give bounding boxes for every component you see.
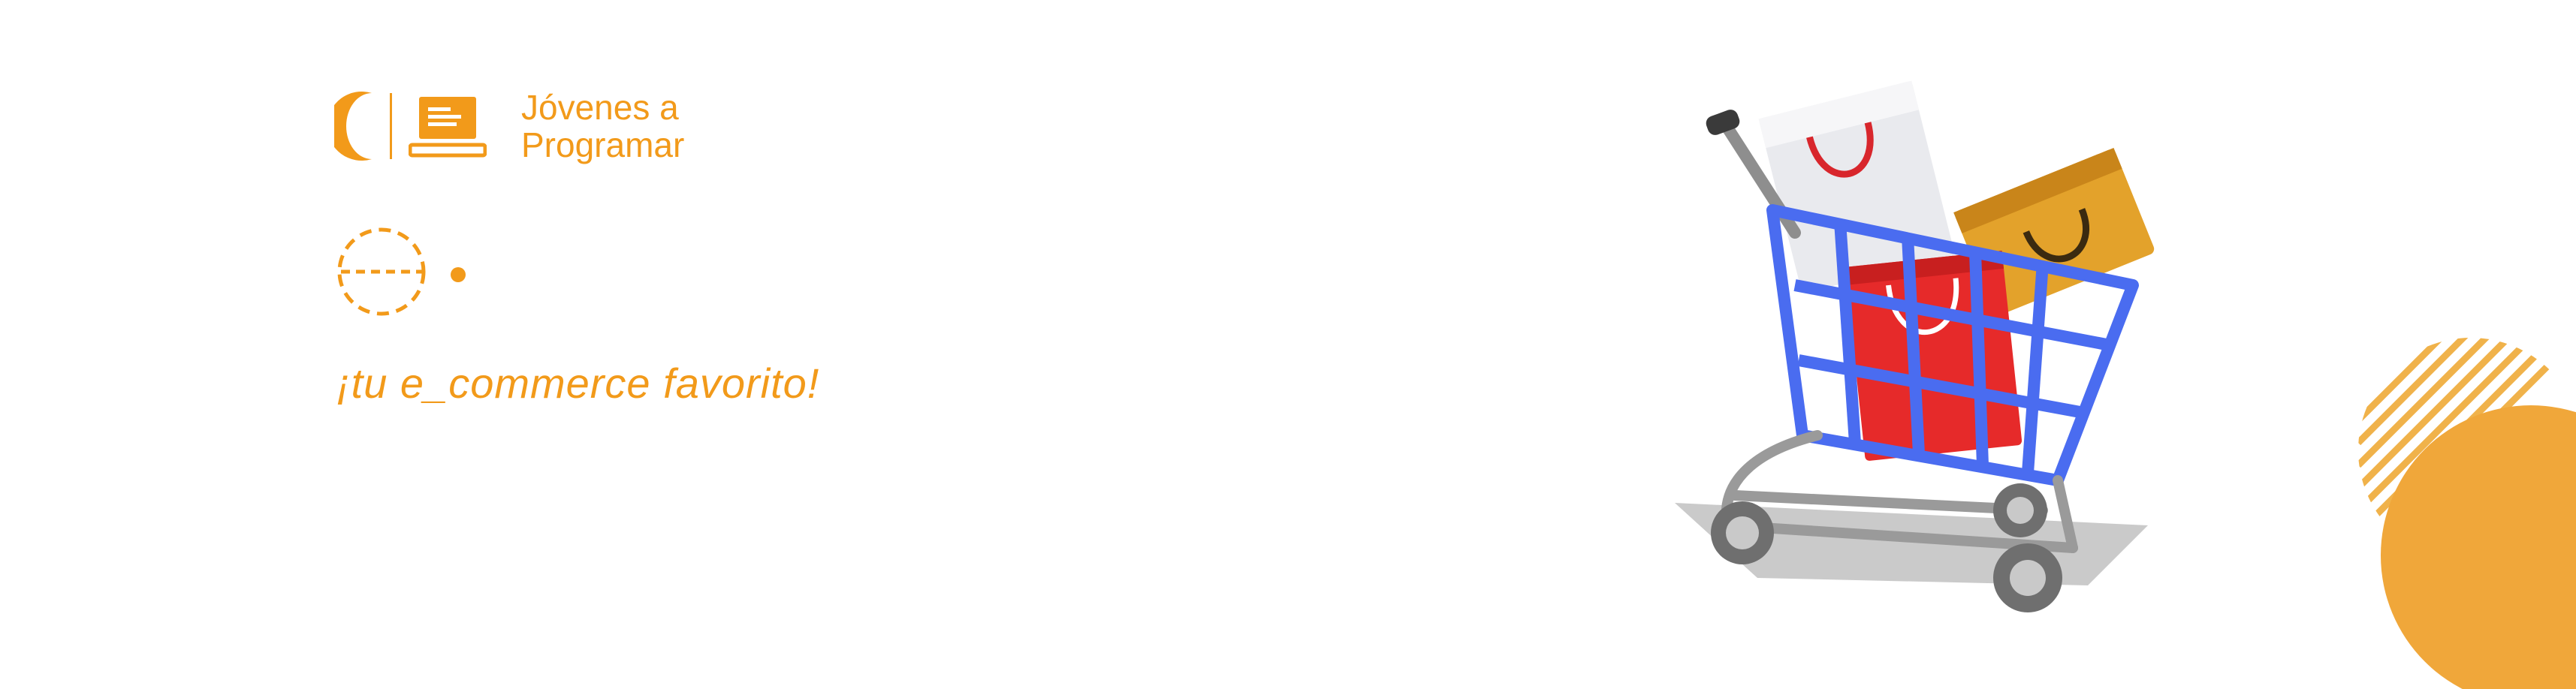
brand-header — [334, 89, 684, 164]
brand-name-line2: Programar — [521, 125, 685, 164]
striped-circle-decoration — [2358, 308, 2576, 689]
shopping-cart-illustration — [1667, 60, 2163, 638]
brand-divider — [390, 93, 392, 159]
laptop-icon — [409, 92, 487, 160]
tagline: ¡tu e_commerce favorito! — [336, 360, 820, 407]
brand-name — [521, 89, 684, 164]
dashed-circle-logo-icon — [336, 224, 472, 324]
brand-name-line1: Jóvenes a — [521, 88, 679, 127]
crescent-icon — [334, 90, 376, 162]
